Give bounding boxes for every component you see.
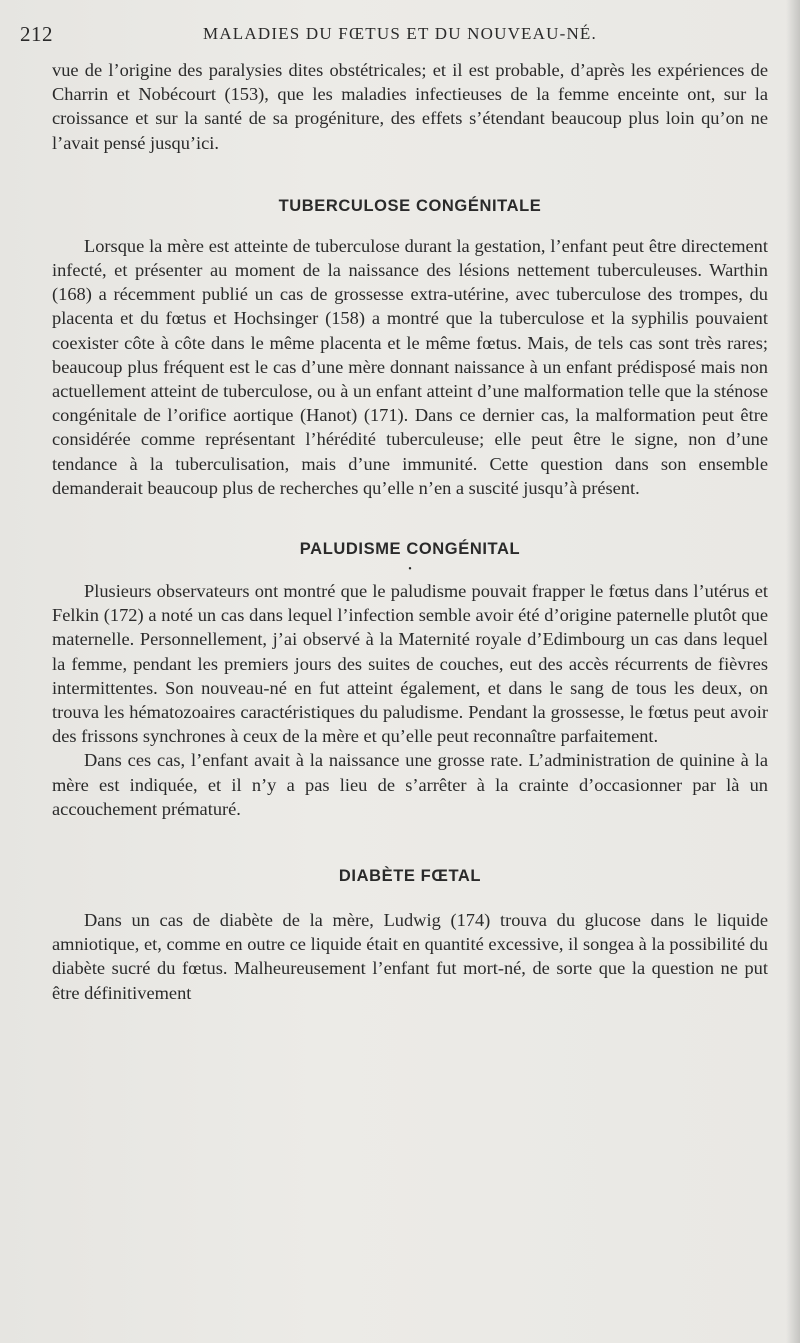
running-title: MALADIES DU FŒTUS ET DU NOUVEAU-NÉ. bbox=[203, 24, 597, 43]
page-body bbox=[52, 58, 768, 1005]
page-header bbox=[20, 18, 780, 52]
paragraph-tuberculose: Lorsque la mère est atteinte de tuberculose durant la gestation, l’enfant peut être directement infecté, et présenter au moment de la naissance des lésions nettement tuberculeuses. Warthin (168) a récemment publié un cas de grossesse extra-utérine, avec tuberculose des trompes, du placenta et du fœtus et Hochsinger (158) a montré que la tuberculose et la syphilis pouvaient coexister côte à côte dans le même placenta et le même fœtus. Mais, de tels cas sont très rares; beaucoup plus fréquent est le cas d’une mère donnant naissance à un enfant prédisposé mais non actuellement atteint de tuberculose, ou à un enfant atteint d’une malformation telle que la sténose congénitale de l’orifice aortique (Hanot) (171). Dans ce dernier cas, la malformation peut être considérée comme représentant l’hérédité tuberculeuse; elle peut être le signe, non d’une tendance à la tuberculisation, mais d’une immunité. Cette question dans son ensemble demanderait beaucoup plus de recherches qu’elle n’en a suscité jusqu’à présent. bbox=[52, 235, 768, 498]
page-number: 212 bbox=[20, 22, 53, 46]
section-heading-paludisme: PALUDISME CONGÉNITAL bbox=[299, 540, 521, 559]
paragraph-paludisme-1: Plusieurs observateurs ont montré que le paludisme pouvait frapper le fœtus dans l’utérus et Felkin (172) a noté un cas dans lequel l’infection semble avoir été d’origine paternelle plutôt que maternelle. Personnellement, j’ai observé à la Maternité royale d’Edimbourg un cas dans lequel la femme, pendant les premiers jours des suites de couches, eut des accès récurrents de fièvres intermittentes. Son nouveau-né en fut atteint également, et dans le sang de tous les deux, on trouva les hématozoaires caractéristiques du paludisme. Pendant la grossesse, le fœtus peut avoir des frissons synchrones à ceux de la mère et qu’elle peut reconnaître parfaitement. bbox=[52, 581, 768, 747]
section-heading-tuberculose: TUBERCULOSE CONGÉNITALE bbox=[278, 196, 542, 215]
paragraph-paludisme-2: Dans ces cas, l’enfant avait à la naissance une grosse rate. L’administration de quinine à la mère est indiquée, et il n’y a pas lieu de s’arrêter à la crainte d’occasionner par là un accouchement prématuré. bbox=[52, 750, 768, 819]
section-heading-diabete: DIABÈTE FŒTAL bbox=[338, 867, 482, 886]
page-edge-shadow bbox=[786, 0, 800, 1343]
intro-paragraph: vue de l’origine des paralysies dites obstétricales; et il est probable, d’après les expériences de Charrin et Nobécourt (153), que les maladies infectieuses de la femme enceinte ont, sur la croissance et sur la santé de sa progéniture, des effets s’étendant beaucoup plus loin qu’on ne l’avait pensé jusqu’ici. bbox=[52, 60, 768, 153]
paragraph-diabete: Dans un cas de diabète de la mère, Ludwig (174) trouva du glucose dans le liquide amniotique, et, comme en outre ce liquide était en quantité excessive, il songea à la possibilité du diabète sucré du fœtus. Malheureusement l’enfant fut mort-né, de sorte que la question ne put être définitivement bbox=[52, 910, 768, 1003]
ornament-dot: • bbox=[408, 564, 412, 576]
